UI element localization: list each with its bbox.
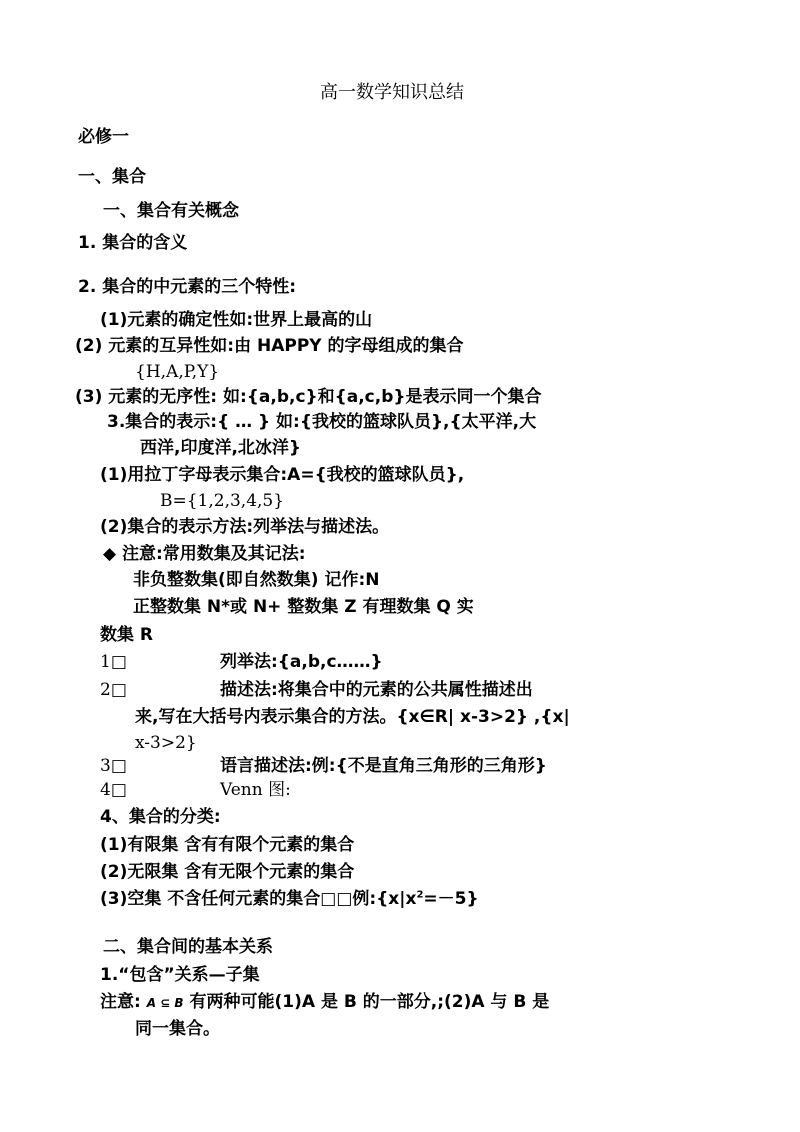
note-label: 注意: <box>100 992 141 1012</box>
text-line: 语言描述法:例:{不是直角三角形的三角形} <box>220 756 547 776</box>
list-number: 2□ <box>100 680 127 700</box>
heading-set-relations: 二、集合间的基本关系 <box>103 937 273 957</box>
heading-sets: 一、集合 <box>78 167 146 187</box>
text-line: (2)无限集 含有无限个元素的集合 <box>100 862 355 882</box>
note-text: 有两种可能(1)A 是 B 的一部分,;(2)A 与 B 是 <box>189 992 550 1012</box>
subheading-set-concepts: 一、集合有关概念 <box>103 201 239 221</box>
text-line: 4、集合的分类: <box>100 807 221 827</box>
text-line: 正整数集 N*或 N+ 整数集 Z 有理数集 Q 实 <box>133 597 474 617</box>
empty-set-text: (3)空集 不含任何元素的集合□□例:{x|x <box>100 889 417 909</box>
list-number: 1□ <box>100 652 127 672</box>
text-line: 西洋,印度洋,北冰洋} <box>140 438 302 458</box>
list-number: 3□ <box>100 756 127 776</box>
empty-set-text-end: =－5} <box>423 889 479 909</box>
text-line: Venn 图: <box>220 780 291 800</box>
text-line: 数集 R <box>100 625 154 645</box>
text-line: 来,写在大括号内表示集合的方法。{x∈R| x-3>2} ,{x| <box>135 707 570 727</box>
text-line: (2)集合的表示方法:列举法与描述法。 <box>100 517 390 537</box>
text-line: 1. 集合的含义 <box>78 233 188 253</box>
text-line: 3.集合的表示:{ … } 如:{我校的篮球队员},{太平洋,大 <box>107 412 537 432</box>
text-line: (2) 元素的互异性如:由 HAPPY 的字母组成的集合 <box>75 336 464 356</box>
text-line: (1)有限集 含有有限个元素的集合 <box>100 835 355 855</box>
text-line: (1)用拉丁字母表示集合:A={我校的篮球队员}, <box>100 465 465 485</box>
text-line: B={1,2,3,4,5} <box>160 491 285 511</box>
exponent: 2 <box>416 889 424 901</box>
text-line: 1.“包含”关系—子集 <box>100 965 260 985</box>
text-line: 同一集合。 <box>135 1019 220 1039</box>
subset-symbol: A ⊆ B <box>146 996 184 1010</box>
text-line: (3) 元素的无序性: 如:{a,b,c}和{a,c,b}是表示同一个集合 <box>75 387 542 407</box>
text-line: {H,A,P,Y} <box>135 362 220 382</box>
text-line: 描述法:将集合中的元素的公共属性描述出 <box>220 680 533 700</box>
page-title: 高一数学知识总结 <box>320 82 464 103</box>
text-line <box>100 888 479 910</box>
note-line: ◆ 注意:常用数集及其记法: <box>103 544 306 564</box>
text-line <box>100 991 549 1014</box>
text-line: 列举法:{a,b,c……} <box>220 652 383 672</box>
heading-required-one: 必修一 <box>78 127 129 147</box>
text-line: x-3>2} <box>135 733 197 753</box>
text-line: 非负整数集(即自然数集) 记作:N <box>133 570 380 590</box>
text-line: (1)元素的确定性如:世界上最高的山 <box>100 310 373 330</box>
list-number: 4□ <box>100 780 127 800</box>
text-line: 2. 集合的中元素的三个特性: <box>78 277 297 297</box>
